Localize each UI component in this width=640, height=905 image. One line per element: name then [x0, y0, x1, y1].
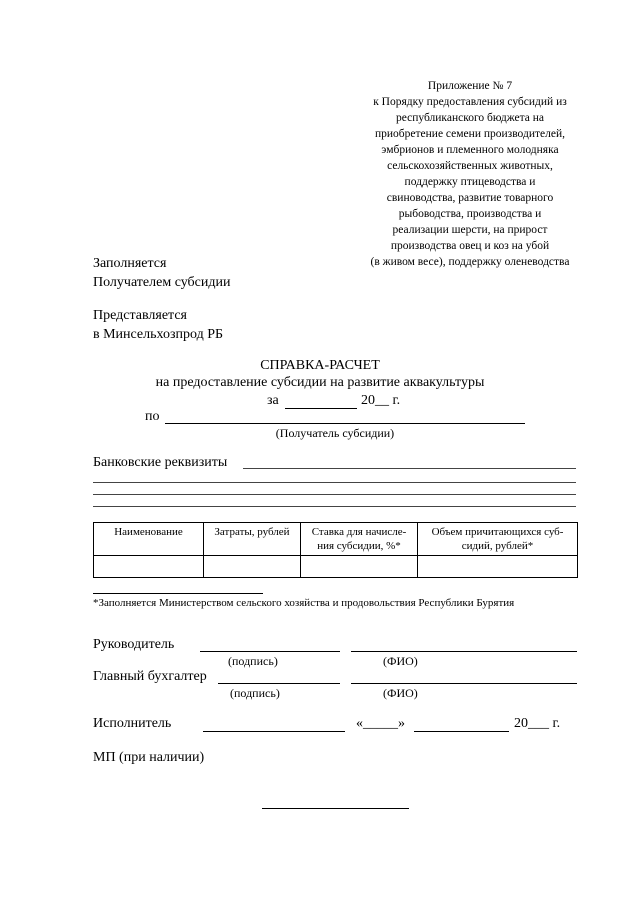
accountant-label: Главный бухгалтер	[93, 669, 207, 684]
document-subtitle: на предоставление субсидии на развитие аквакультуры	[155, 375, 485, 390]
submitted-to-line1: Представляется	[93, 308, 187, 323]
head-signature-field[interactable]	[200, 651, 340, 652]
table-header-cell: Ставка для начисле-ния субсидии, %*	[301, 523, 418, 556]
head-name-field[interactable]	[351, 651, 577, 652]
bank-details-field[interactable]	[93, 494, 576, 495]
stamp-note: МП (при наличии)	[93, 750, 205, 765]
footnote: *Заполняется Министерством сельского хозяйства и продовольствия Республики Бурятия	[93, 597, 515, 609]
bank-details-label: Банковские реквизиты	[93, 455, 228, 470]
table-row	[94, 556, 578, 578]
recipient-field[interactable]	[165, 423, 525, 424]
table-cell[interactable]	[94, 556, 204, 578]
table-header-row	[94, 523, 578, 556]
filled-by-line2: Получателем субсидии	[93, 275, 231, 290]
date-day-field[interactable]: «_____»	[356, 716, 405, 731]
bank-details-field[interactable]	[243, 468, 576, 469]
accountant-signature-caption: (подпись)	[230, 686, 280, 700]
filled-by-line1: Заполняется	[93, 256, 167, 271]
appendix-line: Приложение № 7	[427, 80, 513, 92]
accountant-signature-field[interactable]	[218, 683, 340, 684]
period-field[interactable]	[285, 408, 357, 409]
bottom-line	[262, 808, 409, 809]
appendix-line: (в живом весе), поддержку оленеводства	[370, 256, 570, 268]
table-header-cell: Объем причитающихся суб-сидий, рублей*	[418, 523, 578, 556]
table-cell[interactable]	[301, 556, 418, 578]
period-prefix: за	[267, 393, 279, 408]
document-title: СПРАВКА-РАСЧЕТ	[260, 358, 380, 373]
date-month-field[interactable]	[414, 731, 509, 732]
appendix-line: республиканского бюджета на	[395, 112, 545, 124]
filled-by-note	[93, 254, 230, 292]
table-cell[interactable]	[204, 556, 301, 578]
executor-field[interactable]	[203, 731, 345, 732]
appendix-note	[350, 78, 590, 270]
submitted-to-note	[93, 306, 223, 344]
appendix-line: рыбоводства, производства и	[398, 208, 542, 220]
appendix-line: сельскохозяйственных животных,	[387, 160, 553, 172]
appendix-line: приобретение семени производителей,	[375, 128, 565, 140]
table-header-cell: Наименование	[94, 523, 204, 556]
head-signature-caption: (подпись)	[228, 654, 278, 668]
recipient-caption: (Получатель субсидии)	[275, 426, 395, 440]
appendix-line: к Порядку предоставления субсидий из	[373, 96, 567, 108]
executor-label: Исполнитель	[93, 716, 172, 731]
submitted-to-line2: в Минсельхозпрод РБ	[93, 327, 224, 342]
head-label: Руководитель	[93, 637, 175, 652]
accountant-name-field[interactable]	[351, 683, 577, 684]
accountant-name-caption: (ФИО)	[383, 686, 418, 700]
date-year: 20___ г.	[514, 716, 561, 731]
appendix-line: реализации шерсти, на прирост	[392, 224, 548, 236]
appendix-line: производства овец и коз на убой	[390, 240, 550, 252]
head-name-caption: (ФИО)	[383, 654, 418, 668]
appendix-line: эмбрионов и племенного молодняка	[381, 144, 559, 156]
period-year: 20__ г.	[361, 393, 401, 408]
appendix-line: поддержку птицеводства и	[404, 176, 536, 188]
table-cell[interactable]	[418, 556, 578, 578]
bank-details-field[interactable]	[93, 482, 576, 483]
recipient-prefix: по	[145, 409, 160, 424]
appendix-line: свиноводства, развитие товарного	[386, 192, 554, 204]
bank-details-field[interactable]	[93, 506, 576, 507]
subsidy-calculation-table	[93, 522, 578, 578]
table-header-cell: Затраты, рублей	[204, 523, 301, 556]
footnote-separator	[93, 593, 263, 594]
